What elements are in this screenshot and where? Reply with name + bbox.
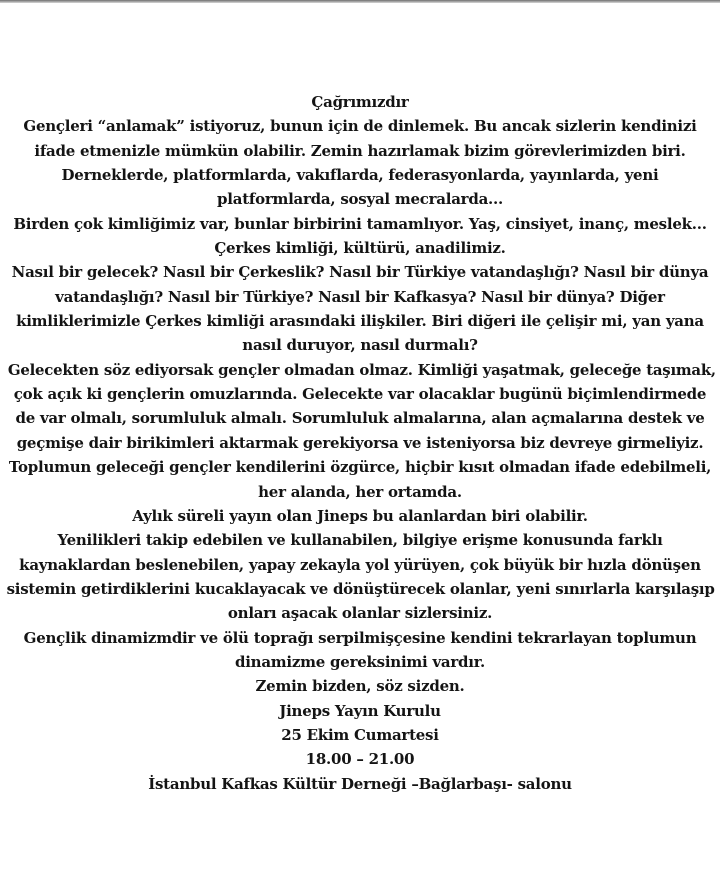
- announcement-text: [6, 90, 714, 796]
- paragraph-line: geçmişe dair birikimleri aktarmak gerekiyorsa ve isteniyorsa biz devreye girmeliyiz.: [16, 433, 704, 452]
- paragraph-line: Birden çok kimliğimiz var, bunlar birbirini tamamlıyor. Yaş, cinsiyet, inanç, meslek...: [13, 214, 707, 233]
- event-venue: İstanbul Kafkas Kültür Derneği –Bağlarbaşı- salonu: [148, 774, 572, 793]
- paragraph-line: kaynaklardan beslenebilen, yapay zekayla yol yürüyen, çok büyük bir hızla dönüşen: [19, 555, 701, 574]
- paragraph-line: Yenilikleri takip edebilen ve kullanabilen, bilgiye erişme konusunda farklı: [57, 531, 663, 550]
- paragraph-line: Toplumun geleceği gençler kendilerini özgürce, hiçbir kısıt olmadan ifade edebilmeli,: [8, 458, 712, 477]
- paragraph-line: sistemin getirdiklerini kucaklayacak ve dönüştürecek olanlar, yeni sınırlarla karşılaşıp: [6, 579, 715, 598]
- paragraph-line: Aylık süreli yayın olan Jineps bu alanlardan biri olabilir.: [132, 506, 588, 525]
- paragraph-line: Çerkes kimliği, kültürü, anadilimiz.: [214, 239, 506, 258]
- paragraph-line: Gelecekten söz ediyorsak gençler olmadan olmaz. Kimliği yaşatmak, geleceğe taşımak,: [7, 360, 716, 379]
- paragraph-line: Gençlik dinamizmdir ve ölü toprağı serpilmişçesine kendini tekrarlayan toplumun: [23, 628, 697, 647]
- paragraph-line: de var olmalı, sorumluluk almalı. Sorumluluk almalarına, alan açmalarına destek ve: [15, 409, 705, 428]
- event-time: 18.00 – 21.00: [305, 750, 415, 769]
- paragraph-line: her alanda, her ortamda.: [258, 482, 462, 501]
- paragraph-line: ifade etmenizle mümkün olabilir. Zemin hazırlamak bizim görevlerimizden biri.: [34, 141, 686, 160]
- heading-title: Çağrımızdır: [311, 93, 409, 111]
- paragraph-line: Nasıl bir gelecek? Nasıl bir Çerkeslik? Nasıl bir Türkiye vatandaşlığı? Nasıl bir dünya: [11, 263, 709, 282]
- paragraph-line: platformlarda, sosyal mecralarda...: [217, 190, 503, 209]
- closing-line: Zemin bizden, söz sizden.: [255, 677, 465, 696]
- signature-line: Jineps Yayın Kurulu: [279, 701, 441, 720]
- event-date: 25 Ekim Cumartesi: [281, 725, 439, 744]
- paragraph-line: nasıl duruyor, nasıl durmalı?: [242, 336, 478, 355]
- paragraph-line: dinamizme gereksinimi vardır.: [235, 652, 485, 671]
- paragraph-line: Derneklerde, platformlarda, vakıflarda, federasyonlarda, yayınlarda, yeni: [61, 166, 659, 185]
- paragraph-line: onları aşacak olanlar sizlersiniz.: [227, 604, 493, 623]
- top-edge-divider: [0, 0, 720, 3]
- paragraph-line: vatandaşlığı? Nasıl bir Türkiye? Nasıl bir Kafkasya? Nasıl bir dünya? Diğer: [55, 287, 665, 306]
- paragraph-line: Gençleri “anlamak” istiyoruz, bunun için de dinlemek. Bu ancak sizlerin kendinizi: [23, 117, 697, 136]
- paragraph-line: kimliklerimizle Çerkes kimliği arasındaki ilişkiler. Biri diğeri ile çelişir mi, yan yana: [16, 312, 704, 331]
- paragraph-line: çok açık ki gençlerin omuzlarında. Gelecekte var olacaklar bugünü biçimlendirmede: [13, 385, 707, 404]
